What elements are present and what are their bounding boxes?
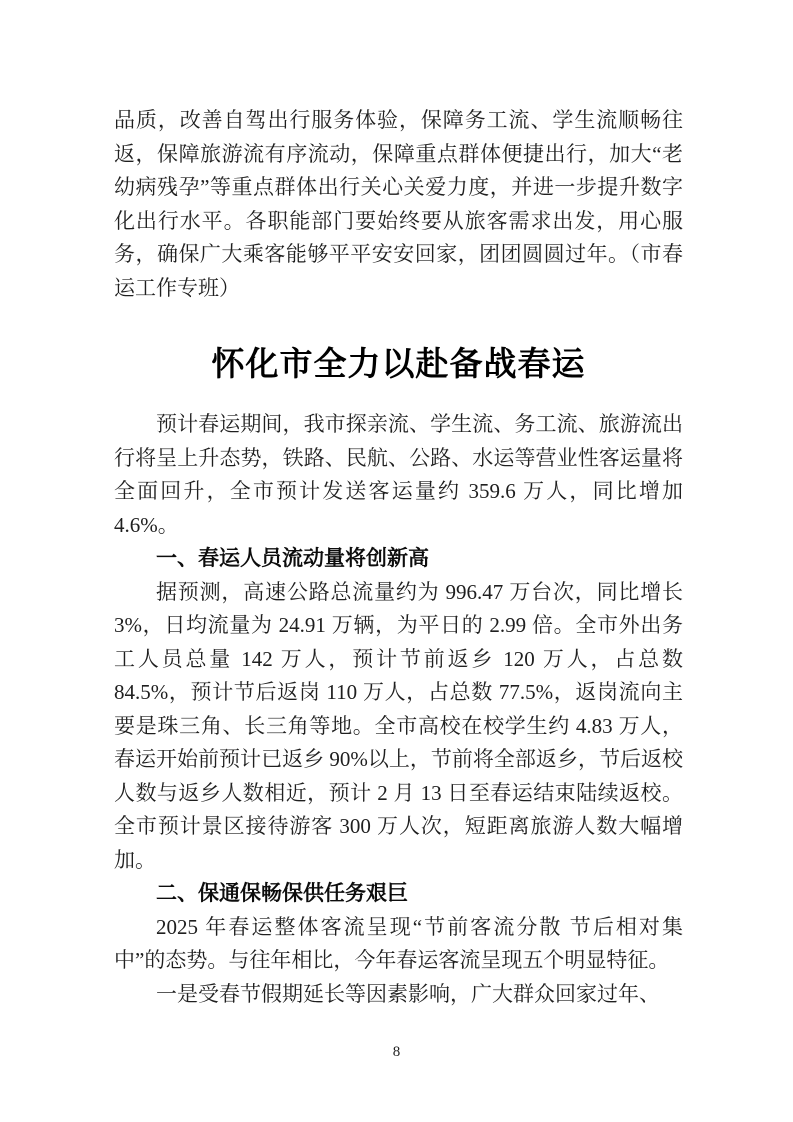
section-2-heading: 二、保通保畅保供任务艰巨 [156,882,408,905]
section-2-paragraph-1: 2025 年春运整体客流呈现“节前客流分散 节后相对集中”的态势。与往年相比，今年春运客流呈现五个明显特征。 [114,914,683,972]
intro-paragraph: 预计春运期间，我市探亲流、学生流、务工流、旅游流出行将呈上升态势，铁路、民航、公路、水运等营业性客运量将全面回升，全市预计发送客运量约 359.6 万人，同比增加 4.6%。 [114,412,683,537]
document-body [114,104,683,1011]
section-1-paragraph: 据预测，高速公路总流量约为 996.47 万台次，同比增长 3%，日均流量为 24.91 万辆，为平日的 2.99 倍。全市外出务工人员总量 142 万人，预计节前返乡 120 万人，占总数 84.5%，预计节后返岗 110 万人，占总数 77.5%，返岗流向主要是珠三角、长三角等地。全市高校在校学生约 4.83 万人，春运开始前预计已返乡 90%以上，节前将全部返乡，节后返校人数与返乡人数相近，预计 2 月 13 日至春运结束陆续返校。全市预计景区接待游客 300 万人次，短距离旅游人数大幅增加。 [114,579,683,872]
section-1-heading: 一、春运人员流动量将创新高 [156,547,429,570]
paragraph-continuation: 品质，改善自驾出行服务体验，保障务工流、学生流顺畅往返，保障旅游流有序流动，保障重点群体便捷出行，加大“老幼病残孕”等重点群体出行关心关爱力度，并进一步提升数字化出行水平。各职能部门要始终要从旅客需求出发，用心服务，确保广大乘客能够平平安安回家，团团圆圆过年。（市春运工作专班） [114,108,683,300]
page-number: 8 [392,1044,401,1060]
section-2-paragraph-2: 一是受春节假期延长等因素影响，广大群众回家过年、 [156,981,660,1006]
article-title: 怀化市全力以赴备战春运 [211,347,586,383]
